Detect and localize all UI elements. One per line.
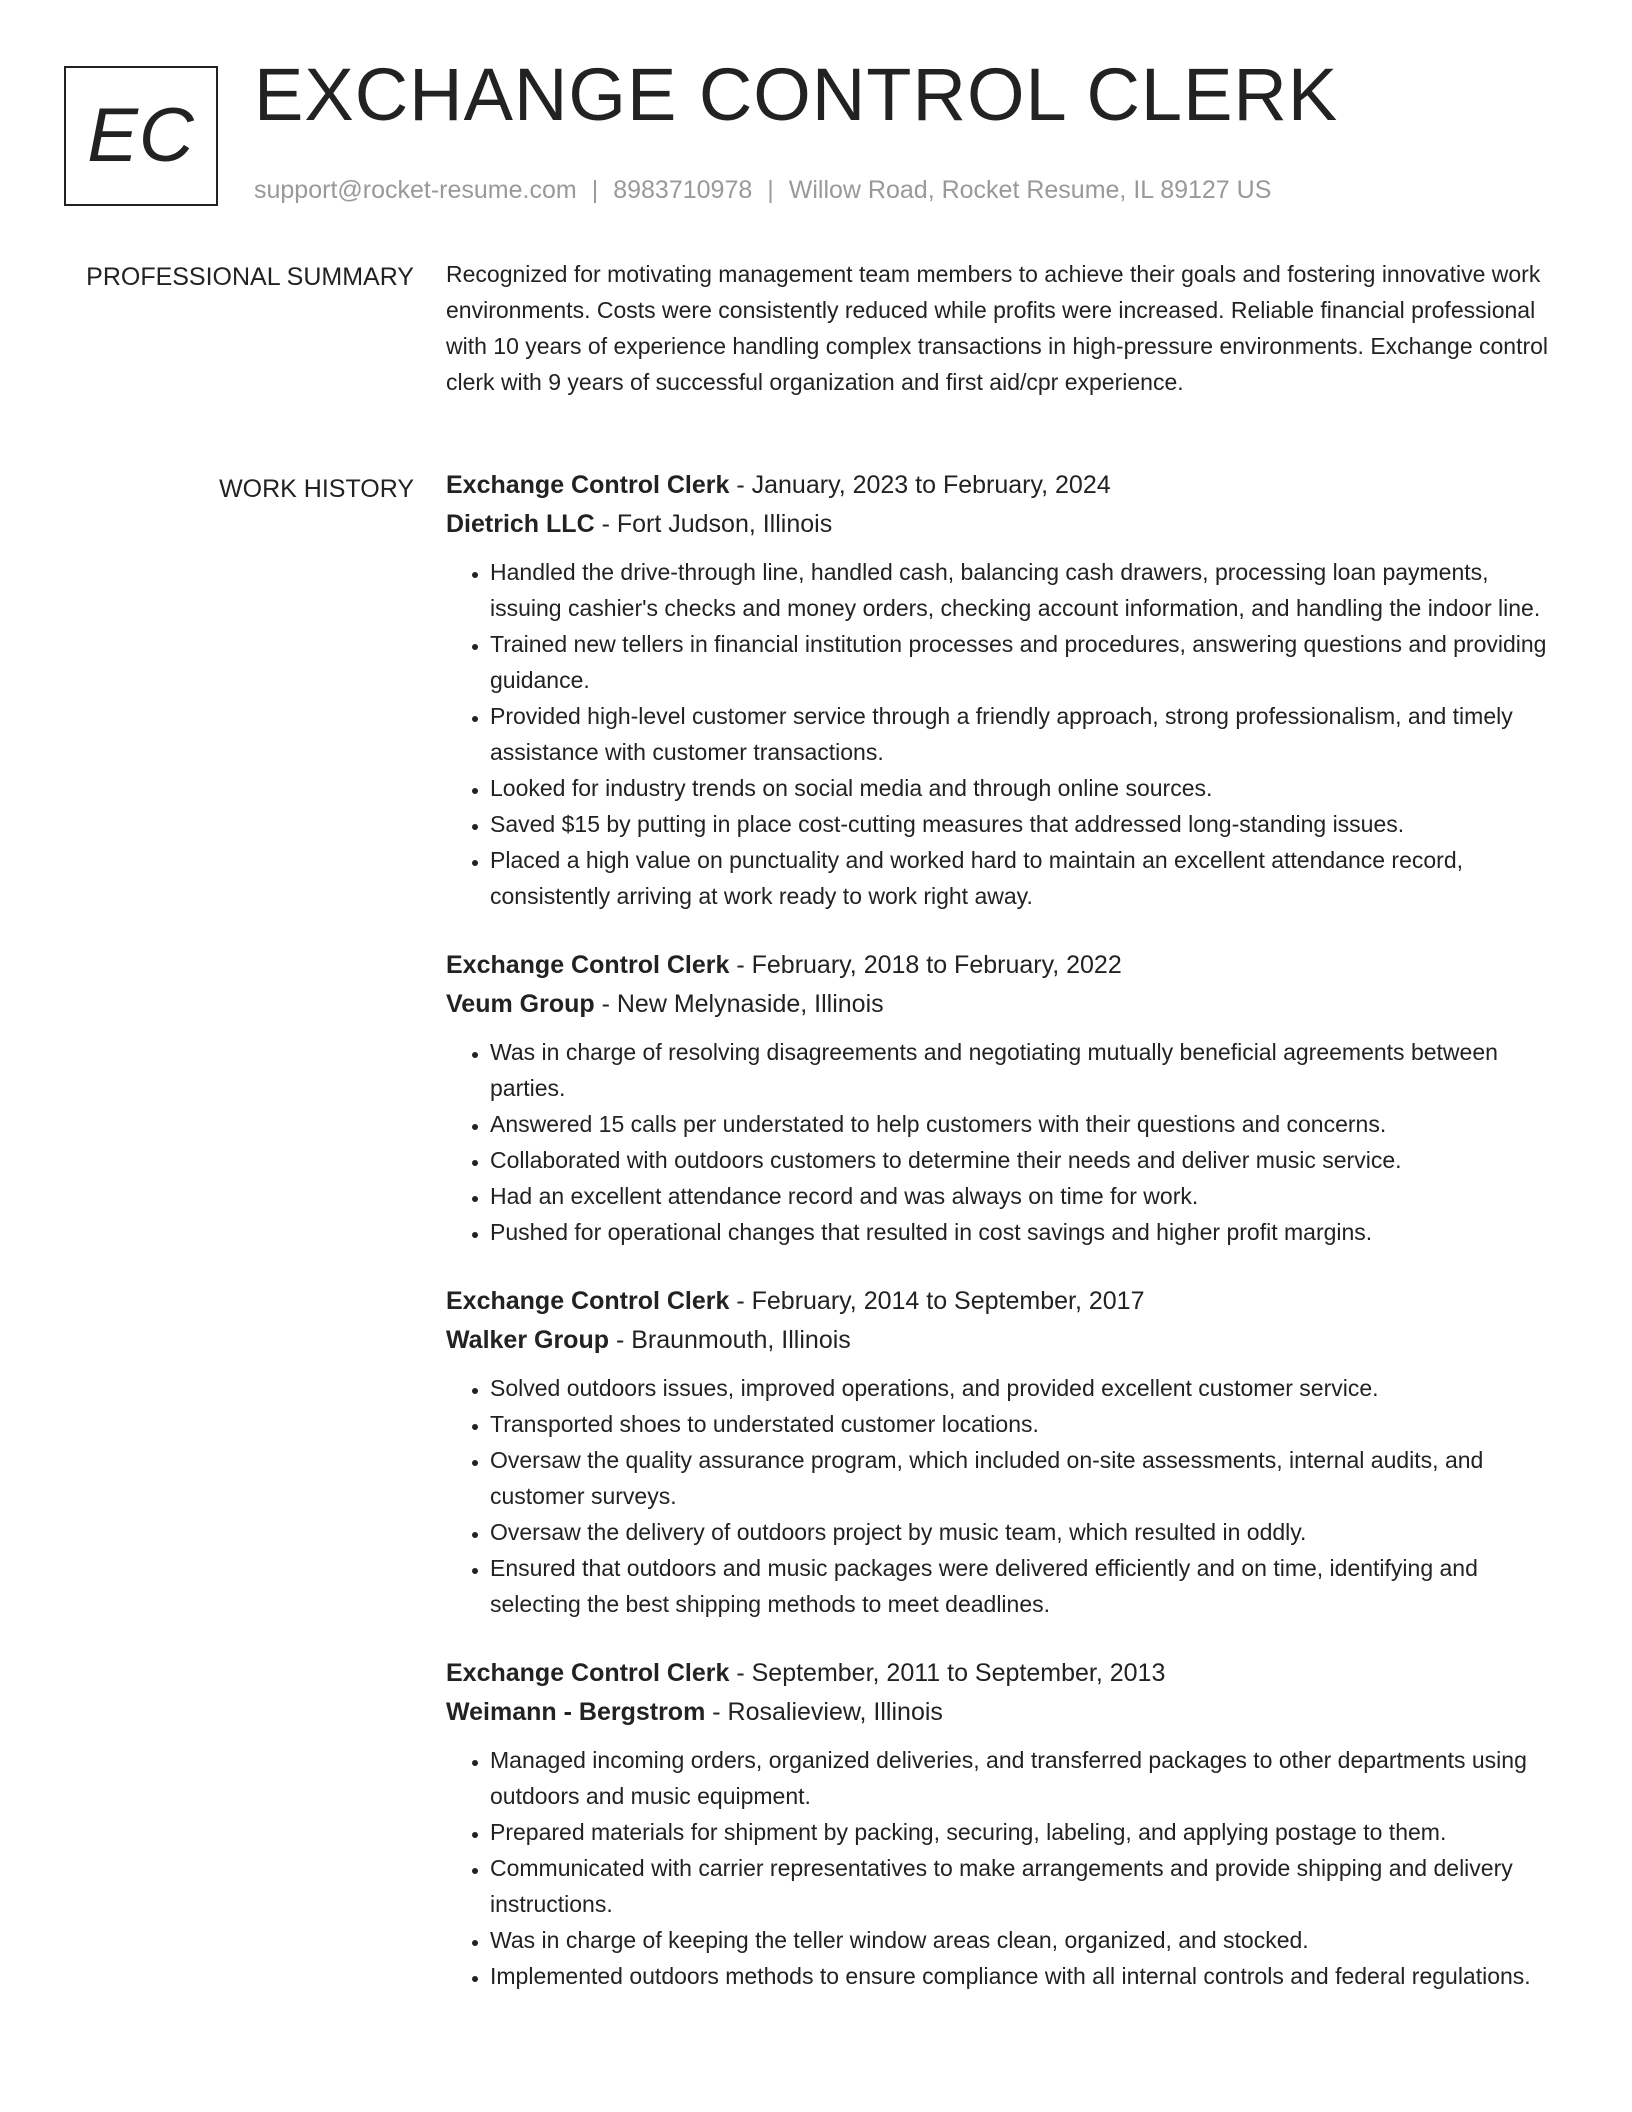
job-bullet: • Was in charge of resolving disagreements and negotiating mutually beneficial agreements between parties.	[490, 1034, 1566, 1106]
summary-section	[446, 256, 1566, 400]
job-bullet: • Was in charge of keeping the teller window areas clean, organized, and stocked.	[490, 1922, 1566, 1958]
job-bullet-list	[446, 1034, 1566, 1250]
job-bullet: • Collaborated with outdoors customers to determine their needs and deliver music service.	[490, 1142, 1566, 1178]
job-bullet: • Implemented outdoors methods to ensure compliance with all internal controls and federal regulations.	[490, 1958, 1566, 1994]
job-title-line	[446, 946, 1566, 985]
job-bullet: • Communicated with carrier representatives to make arrangements and provide shipping and delivery instructions.	[490, 1850, 1566, 1922]
work-history-section	[446, 466, 1566, 1994]
job-dates: - February, 2014 to September, 2017	[729, 1287, 1145, 1315]
job-bullet: • Placed a high value on punctuality and worked hard to maintain an excellent attendance record, consistently arriving at work ready to work right away.	[490, 842, 1566, 914]
job-company-line	[446, 985, 1566, 1024]
contact-address: Willow Road, Rocket Resume, IL 89127 US	[788, 176, 1272, 204]
contact-line	[254, 175, 1271, 205]
job-title-line	[446, 1282, 1566, 1321]
job-bullet: • Provided high-level customer service through a friendly approach, strong professionalism, and timely assistance with customer transactions.	[490, 698, 1566, 770]
job-bullet: • Trained new tellers in financial institution processes and procedures, answering questions and providing guidance.	[490, 626, 1566, 698]
job-dates: - January, 2023 to February, 2024	[729, 471, 1111, 499]
candidate-title: EXCHANGE CONTROL CLERK	[254, 53, 1339, 136]
job-dates: - February, 2018 to February, 2022	[729, 951, 1122, 979]
job-company: Walker Group	[446, 1326, 609, 1354]
job-title-line	[446, 1654, 1566, 1693]
job-title: Exchange Control Clerk	[446, 471, 730, 499]
job-title-line	[446, 466, 1566, 505]
job-location: - New Melynaside, Illinois	[594, 990, 884, 1018]
job-title: Exchange Control Clerk	[446, 951, 730, 979]
contact-separator: |	[767, 176, 774, 204]
job-entry	[446, 946, 1566, 1250]
job-company: Dietrich LLC	[446, 510, 595, 538]
job-location: - Fort Judson, Illinois	[594, 510, 833, 538]
job-bullet: • Handled the drive-through line, handled cash, balancing cash drawers, processing loan payments, issuing cashier's checks and money orders, checking account information, and handling the indoor line.	[490, 554, 1566, 626]
job-bullet: • Ensured that outdoors and music packages were delivered efficiently and on time, identifying and selecting the best shipping methods to meet deadlines.	[490, 1550, 1566, 1622]
job-bullet: • Looked for industry trends on social media and through online sources.	[490, 770, 1566, 806]
job-bullet: • Had an excellent attendance record and was always on time for work.	[490, 1178, 1566, 1214]
job-entry	[446, 466, 1566, 914]
job-bullet: • Solved outdoors issues, improved operations, and provided excellent customer service.	[490, 1370, 1566, 1406]
job-bullet-list	[446, 554, 1566, 914]
job-title: Exchange Control Clerk	[446, 1287, 730, 1315]
job-bullet: • Oversaw the quality assurance program, which included on-site assessments, internal audits, and customer surveys.	[490, 1442, 1566, 1514]
job-bullet-list	[446, 1370, 1566, 1622]
job-bullet: • Pushed for operational changes that resulted in cost savings and higher profit margins.	[490, 1214, 1566, 1250]
summary-section-label: PROFESSIONAL SUMMARY	[86, 263, 414, 291]
job-location: - Braunmouth, Illinois	[609, 1326, 851, 1354]
contact-separator: |	[591, 176, 599, 204]
job-entry	[446, 1654, 1566, 1994]
job-company-line	[446, 1321, 1566, 1360]
job-bullet: • Managed incoming orders, organized deliveries, and transferred packages to other departments using outdoors and music equipment.	[490, 1742, 1566, 1814]
job-company: Weimann - Bergstrom	[446, 1698, 706, 1726]
job-entry	[446, 1282, 1566, 1622]
monogram-box	[64, 66, 218, 206]
job-bullet: • Saved $15 by putting in place cost-cutting measures that addressed long-standing issues.	[490, 806, 1566, 842]
job-bullet: • Transported shoes to understated customer locations.	[490, 1406, 1566, 1442]
contact-email: support@rocket-resume.com	[254, 176, 577, 204]
job-bullet: • Oversaw the delivery of outdoors project by music team, which resulted in oddly.	[490, 1514, 1566, 1550]
job-location: - Rosalieview, Illinois	[705, 1698, 943, 1726]
job-company: Veum Group	[446, 990, 595, 1018]
job-bullet-list	[446, 1742, 1566, 1994]
summary-text: Recognized for motivating management team members to achieve their goals and fostering innovative work environments. Costs were consistently reduced while profits were increased. Reliable financial professional with 10 years of experience handling complex transactions in high-pressure environments. Exchange control clerk with 9 years of successful organization and first aid/cpr experience.	[446, 261, 1549, 395]
work-history-section-label: WORK HISTORY	[219, 475, 414, 503]
job-bullet: • Answered 15 calls per understated to help customers with their questions and concerns.	[490, 1106, 1566, 1142]
job-company-line	[446, 505, 1566, 544]
job-title: Exchange Control Clerk	[446, 1659, 730, 1687]
contact-phone: 8983710978	[613, 176, 753, 204]
job-company-line	[446, 1693, 1566, 1732]
job-bullet: • Prepared materials for shipment by packing, securing, labeling, and applying postage to them.	[490, 1814, 1566, 1850]
monogram-initials: EC	[87, 93, 195, 178]
job-dates: - September, 2011 to September, 2013	[729, 1659, 1166, 1687]
